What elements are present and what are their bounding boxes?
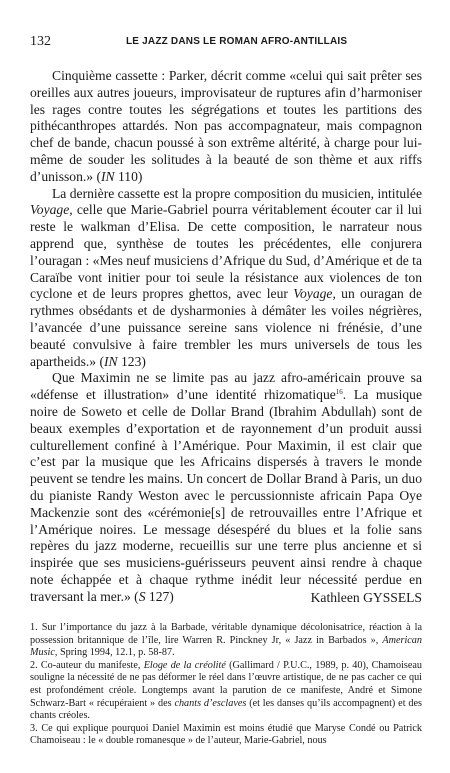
author-signature: Kathleen GYSSELS [310, 590, 422, 605]
italic-text: IN [103, 353, 118, 369]
footnote-ref: 16 [335, 388, 343, 397]
italic-text: IN [101, 168, 115, 184]
text-run: , celle que Marie-Gabriel pourra véritablement écouter car il lui reste le walkman d’Elisa. De cette composition, le narrateur nous apprend que, synthèse de toutes les précédentes, elle conjurera l’ouragan : «Mes neuf musiciens d’Afrique du Sud, d’Amérique et de ta Caraïbe vont initier pour toi seule la résistance aux violences de ton cyclone et de leurs propres ghettos, avec leur [30, 202, 422, 302]
italic-text: S [138, 588, 146, 604]
body-text [30, 68, 422, 606]
paragraph-voyage [30, 186, 422, 371]
page-number: 132 [30, 34, 51, 49]
text-run: (Gallimard / P.U.C., 1989, p. 40), Chamoiseau souligne la nécessité de ne pas déformer le réel dans l’œuvre artistique, de ne pas cacher ce qui est profondément créole. Longtemps avant la parution de ce manifeste, André et Simone Schwarz-Bart « récupéraient » des [30, 659, 422, 709]
text-run: La dernière cassette est la propre composition du musicien, intitulée [52, 185, 422, 201]
text-run: , un ouragan de rythmes obsédants et de dysharmonies à démâter les voiles négrières, l’avancée d’une puissance sereine sans violence ni frénésie, d’une beauté convulsive à faire trembler les murs universels de tous les apartheids.» ( [30, 286, 422, 369]
running-title: LE JAZZ DANS LE ROMAN AFRO-ANTILLAIS [126, 36, 348, 47]
text-run: 127) [145, 588, 174, 604]
paragraph-parker [30, 68, 422, 186]
text-run: 2. Co-auteur du manifeste, [30, 659, 144, 671]
paragraph-maximin [30, 370, 422, 605]
text-run: Que Maximin ne se limite pas au jazz afro-américain prouve sa «défense et illustration» d’une identité rhizomatique [30, 370, 422, 403]
italic-text: Voyage [30, 202, 70, 218]
text-run: 1. Sur l’importance du jazz à la Barbade, véritable dynamique décolonisatrice, réaction à la possession britannique de l’île, lire Warren R. Pinckney Jr, « Jazz in Barbados », [30, 622, 422, 646]
italic-text: American Music [30, 634, 422, 659]
text-run: . La musique noire de Soweto et celle de Dollar Brand (Ibrahim Abdullah) sont de beaux exemples d’exportation et de rayonnement d’un produit aussi culturellement confiné à l’Amérique. Pour Maximin, il est clair que c’est par la musique que les Africains dispersés à travers le monde peuvent se tendre les mains. Un concert de Dollar Brand à Paris, un duo du pianiste Randy Weston avec le percussionniste africain Papa Oye Mackenzie sont des «cérémonie[s] de retrouvailles entre l’Afrique et l’Amérique noires. Le message désespéré du blues et la folie sans repères du jazz moderne, recueillis sur une terre plus ancienne et si inspirée que ses musiciens-guérisseurs peuvent ainsi rendre à chaque note échappée et à chaque rythme inédit leur nécessité perdue en traversant la mer.» ( [30, 387, 422, 604]
italic-text: Eloge de la créolité [143, 659, 226, 671]
footnote-2 [30, 660, 422, 723]
footnote-1 [30, 622, 422, 660]
text-run: 3. Ce qui explique pourquoi Daniel Maximin est moins étudié que Maryse Condé ou Patrick Chamoiseau : le « double romanesque » de l’auteur, Marie-Gabriel, nous [30, 722, 422, 747]
footnote-3 [30, 723, 422, 748]
text-run: 123) [117, 353, 146, 369]
italic-text: chants d’esclaves [174, 697, 247, 709]
text-run: , Spring 1994, 12.1, p. 58-87. [54, 647, 175, 659]
italic-text: Voyage [293, 286, 333, 302]
text-run: (et les danses qu’ils accompagnent) et des chants créoles. [30, 697, 422, 722]
text-run: 110) [114, 168, 143, 184]
footnotes [30, 622, 422, 748]
text-run: Cinquième cassette : Parker, décrit comme «celui qui sait prêter ses oreilles aux autres joueurs, improvisateur de ruptures afin d’harmoniser les rages contre toutes les ségrégations et toutes les partitions des pithécanthropes attardés. Non pas accompagnateur, mais compagnon chef de bande, chacun poussé à son extrême altérité, à charge pour lui-même de souder les solitudes à la beauté de son thème et aux riffs d’unisson.» ( [30, 68, 422, 184]
running-header [30, 34, 422, 54]
